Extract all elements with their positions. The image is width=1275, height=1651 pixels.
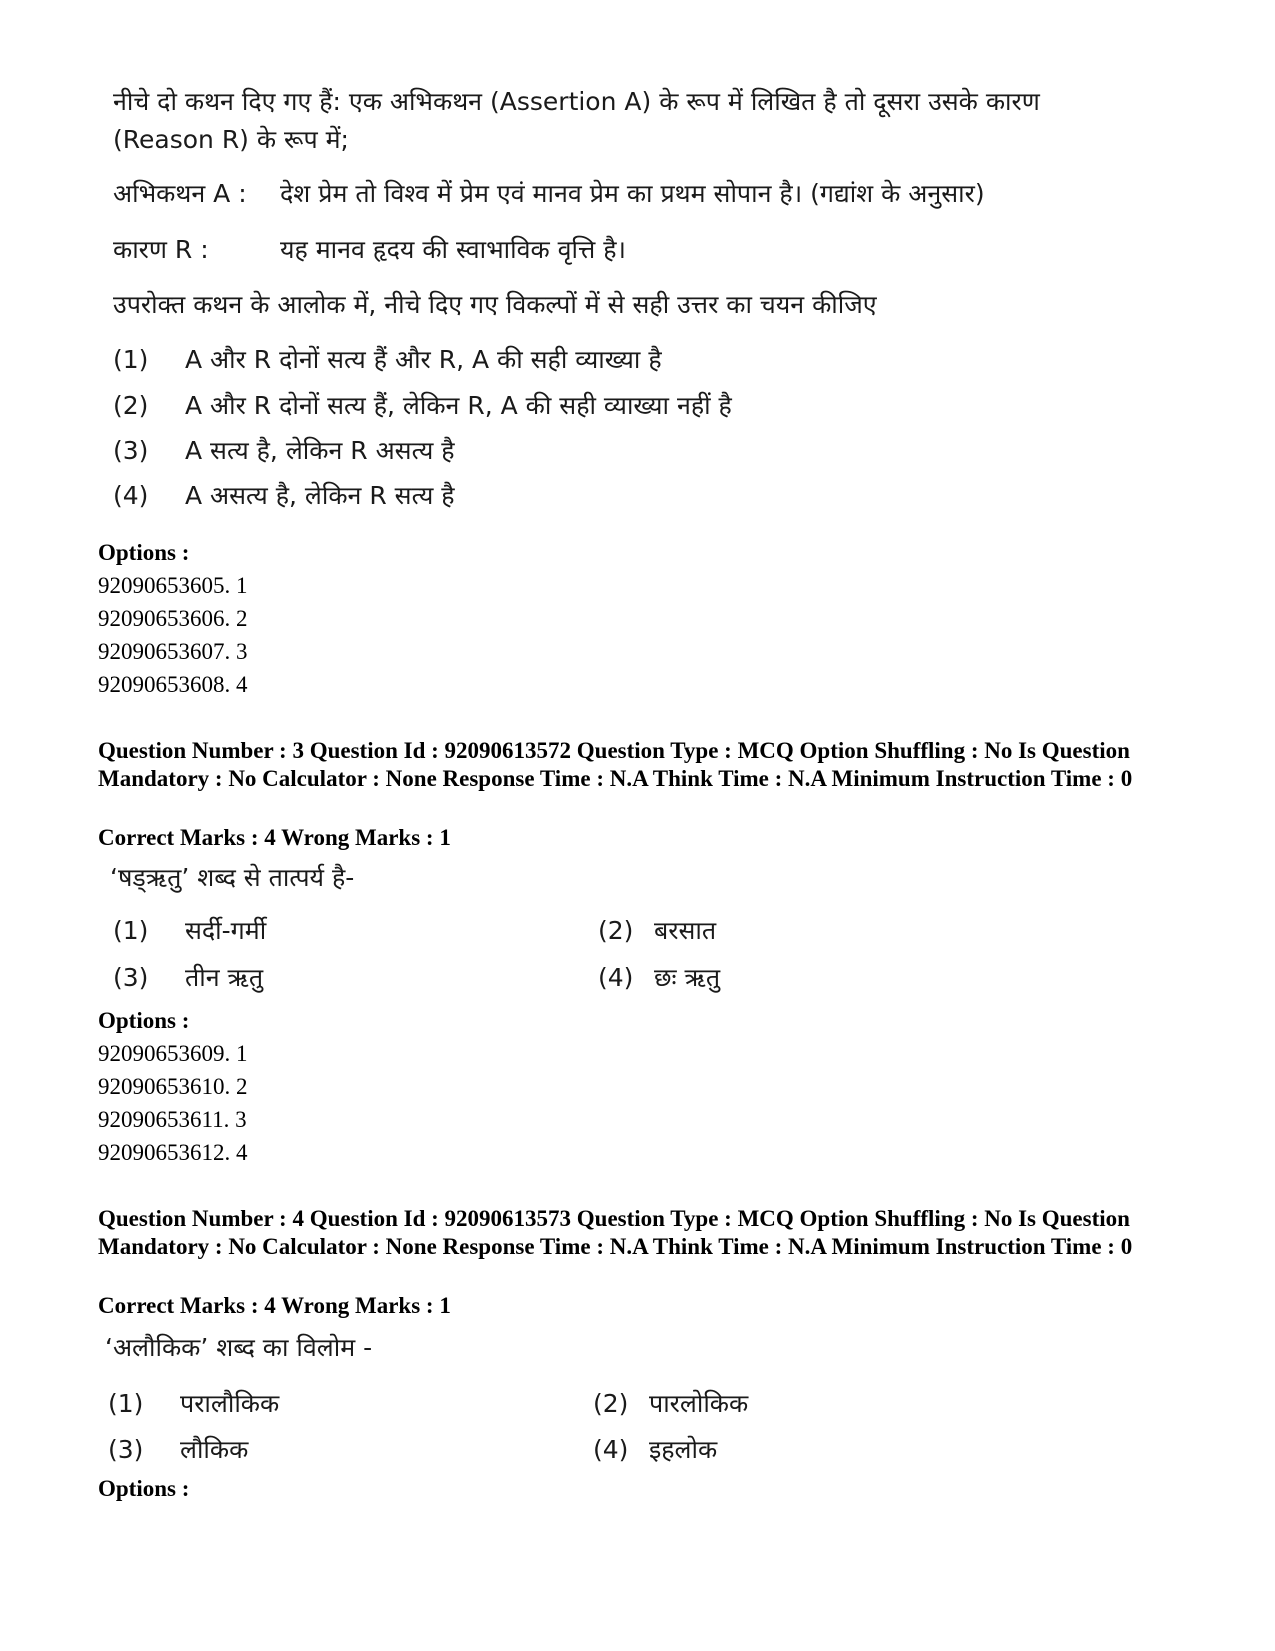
choice-number: (1) [108, 1389, 144, 1418]
q2-reason-label: कारण R : [113, 235, 209, 264]
q3-question: ‘षड्ऋतु’ शब्द से तात्पर्य है- [110, 863, 355, 892]
q2-options-heading: Options : [98, 540, 190, 565]
choice-text: परालौकिक [180, 1389, 280, 1418]
q2-choice-2 [113, 388, 732, 422]
choice-text: इहलोक [649, 1435, 718, 1464]
q2-instruction: उपरोक्त कथन के आलोक में, नीचे दिए गए विकल्पों में से सही उत्तर का चयन कीजिए [113, 290, 877, 319]
q4-options-heading: Options : [98, 1476, 190, 1501]
q3-option-1: 92090653609. 1 [98, 1041, 248, 1066]
q3-choice-2 [598, 913, 716, 947]
q2-option-1: 92090653605. 1 [98, 573, 248, 598]
choice-text: बरसात [654, 916, 717, 945]
q3-choice-4 [598, 960, 720, 994]
q2-option-2: 92090653606. 2 [98, 606, 248, 631]
q4-choice-3 [108, 1432, 248, 1466]
choice-number: (1) [113, 916, 149, 945]
q2-choice-4 [113, 478, 455, 512]
choice-number: (2) [113, 391, 149, 420]
q3-marks: Correct Marks : 4 Wrong Marks : 1 [98, 825, 451, 850]
choice-number: (4) [593, 1435, 629, 1464]
q2-option-3: 92090653607. 3 [98, 639, 248, 664]
choice-number: (2) [593, 1389, 629, 1418]
choice-text: लौकिक [180, 1435, 249, 1464]
q3-choice-1 [113, 913, 266, 947]
choice-number: (3) [113, 963, 149, 992]
choice-text: A सत्य है, लेकिन R असत्य है [185, 436, 455, 465]
choice-text: तीन ऋतु [185, 963, 264, 992]
q3-option-4: 92090653612. 4 [98, 1140, 248, 1165]
choice-text: पारलोकिक [649, 1389, 749, 1418]
q4-choice-4 [593, 1432, 717, 1466]
choice-number: (3) [108, 1435, 144, 1464]
q2-option-4: 92090653608. 4 [98, 672, 248, 697]
choice-text: A और R दोनों सत्य हैं, लेकिन R, A की सही व्याख्या नहीं है [185, 391, 732, 420]
choice-text: A असत्य है, लेकिन R सत्य है [185, 481, 455, 510]
q2-intro-line2: (Reason R) के रूप में; [113, 125, 349, 154]
q2-choice-3 [113, 433, 455, 467]
q2-assertion-label: अभिकथन A : [113, 179, 247, 208]
q2-intro-line1: नीचे दो कथन दिए गए हैं: एक अभिकथन (Assertion A) के रूप में लिखित है तो दूसरा उसके कारण [113, 87, 1040, 116]
q4-marks: Correct Marks : 4 Wrong Marks : 1 [98, 1293, 451, 1318]
q2-choice-1 [113, 342, 662, 376]
q4-choice-1 [108, 1386, 279, 1420]
choice-number: (1) [113, 345, 149, 374]
q4-question: ‘अलौकिक’ शब्द का विलोम - [105, 1333, 373, 1362]
choice-number: (4) [598, 963, 634, 992]
choice-text: सर्दी-गर्मी [185, 916, 267, 945]
choice-number: (2) [598, 916, 634, 945]
q4-meta: Question Number : 4 Question Id : 92090613573 Question Type : MCQ Option Shuffling : No Is Question Mandatory : No Calculator : None Response Time : N.A Think Time : N.A Minimum Instruction Time : 0 [98, 1206, 1133, 1259]
choice-text: छः ऋतु [654, 963, 721, 992]
q3-option-2: 92090653610. 2 [98, 1074, 248, 1099]
q4-choice-2 [593, 1386, 748, 1420]
choice-number: (4) [113, 481, 149, 510]
choice-text: A और R दोनों सत्य हैं और R, A की सही व्याख्या है [185, 345, 662, 374]
q3-option-3: 92090653611. 3 [98, 1107, 247, 1132]
q2-assertion-text: देश प्रेम तो विश्व में प्रेम एवं मानव प्रेम का प्रथम सोपान है। (गद्यांश के अनुसार) [280, 179, 985, 208]
choice-number: (3) [113, 436, 149, 465]
q3-choice-3 [113, 960, 263, 994]
q3-meta: Question Number : 3 Question Id : 92090613572 Question Type : MCQ Option Shuffling : No Is Question Mandatory : No Calculator : None Response Time : N.A Think Time : N.A Minimum Instruction Time : 0 [98, 738, 1133, 791]
q3-options-heading: Options : [98, 1008, 190, 1033]
q2-reason-text: यह मानव हृदय की स्वाभाविक वृत्ति है। [280, 235, 626, 264]
